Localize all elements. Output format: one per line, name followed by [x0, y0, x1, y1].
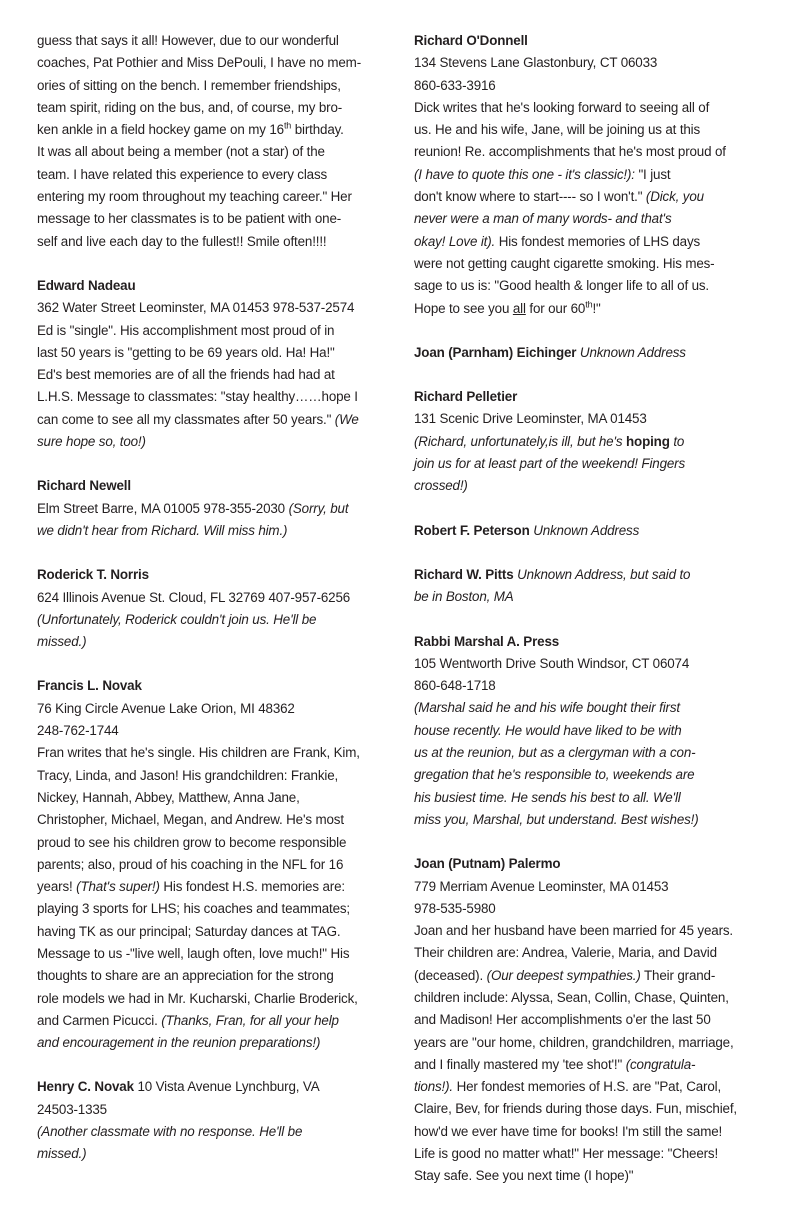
classmate-name: Joan (Parnham) Eichinger: [414, 344, 577, 360]
entry-francis-novak: Francis L. Novak 76 King Circle Avenue Lake Orion, MI 48362 248-762-1744 Fran writes that he's single. His children are Frank, Kim, Tracy, Linda, and Jason! His grandchildren: Frankie, Nickey, Hannah, Abbey, Matthew, Anna Jane, Christopher, Michael, Megan, and Andrew. He's most proud to see his children grow to become responsible parents; also, proud of his coaching in the NFL for 16 years! (That's super!) His fondest H.S. memories are: playing 3 sports for LHS; his coaches and teammates; having TK as our principal; Saturday dances at TAG. Message to us -"live well, laugh often, love much!" His thoughts to share are an appreciation for the strong role models we had in Mr. Kucharski, Charlie Broderick, and Carmen Picucci. (Thanks, Fran, for all your help and encouragement in the reunion preparations!): [37, 675, 382, 1054]
entry-joan-palermo: Joan (Putnam) Palermo 779 Merriam Avenue Leominster, MA 01453 978-535-5980 Joan and her husband have been married for 45 years. Their children are: Andrea, Valerie, Maria, and David (deceased). (Our deepest sympathies.) Their grand- children include: Alyssa, Sean, Collin, Chase, Quinten, and Madison! Her accomplishments o'er the last 50 years are "our home, children, grandchildren, marriage, and I finally mastered my 'tee shot'!" (congratula- tions!). Her fondest memories of H.S. are "Pat, Carol, Claire, Bev, for friends during those days. Fun, mischief, how'd we ever have time for books! I'm still the same! Life is good no matter what!" Her message: "Cheers! Stay safe. See you next time (I hope)": [414, 853, 759, 1187]
entry-joan-eichinger: Joan (Parnham) Eichinger Unknown Address: [414, 344, 686, 360]
continued-entry: guess that says it all! However, due to our wonderful coaches, Pat Pothier and Miss DePouli, I have no mem- ories of sitting on the bench. I remember friendships, team spirit, riding on the bus, and, of course, my bro- ken ankle in a field hockey game on my 16th birthday. It was all about being a member (not a star) of the team. I have related this experience to every class entering my room throughout my teaching career." Her message to her classmates is to be patient with one- self and live each day to the fullest!! Smile often!!!!: [37, 33, 361, 249]
classmate-name: Robert F. Peterson: [414, 522, 530, 538]
left-column: [37, 30, 382, 1166]
right-column: [414, 30, 759, 1188]
classmate-name: Edward Nadeau: [37, 277, 136, 293]
classmate-name: Richard W. Pitts: [414, 566, 514, 582]
classmate-name: Richard Newell: [37, 478, 131, 494]
entry-henry-novak: Henry C. Novak 10 Vista Avenue Lynchburg, VA 24503-1335 (Another classmate with no response. He'll be missed.): [37, 1079, 320, 1162]
classmate-name: Richard Pelletier: [414, 389, 518, 405]
entry-richard-newell: Richard Newell Elm Street Barre, MA 01005 978-355-2030 (Sorry, but we didn't hear from Richard. Will miss him.): [37, 475, 382, 542]
classmate-name: Francis L. Novak: [37, 678, 142, 694]
entry-marshal-press: Rabbi Marshal A. Press 105 Wentworth Drive South Windsor, CT 06074 860-648-1718 (Marshal said he and his wife bought their first house recently. He would have liked to be with us at the reunion, but as a clergyman with a con- gregation that he's responsible to, weekends are his busiest time. He sends his best to all. We'll miss you, Marshal, but understand. Best wishes!): [414, 631, 759, 832]
classmate-name: Richard O'Donnell: [414, 33, 528, 48]
entry-edward-nadeau: Edward Nadeau 362 Water Street Leominster, MA 01453 978-537-2574 Ed is "single". His accomplishment most proud of in last 50 years is "getting to be 69 years old. Ha! Ha!" Ed's best memories are of all the friends had had at L.H.S. Message to classmates: "stay healthy……hope I can come to see all my classmates after 50 years." (We sure hope so, too!): [37, 275, 382, 453]
entry-robert-peterson: Robert F. Peterson Unknown Address: [414, 522, 640, 538]
classmate-name: Joan (Putnam) Palermo: [414, 856, 561, 872]
entry-richard-pitts: Richard W. Pitts Unknown Address, but said to be in Boston, MA: [414, 566, 691, 605]
classmate-name: Rabbi Marshal A. Press: [414, 633, 560, 649]
entry-richard-odonnell: Richard O'Donnell 134 Stevens Lane Glastonbury, CT 06033 860-633-3916 Dick writes that he's looking forward to seeing all of us. He and his wife, Jane, will be joining us at this reunion! Re. accomplishments that he's most proud of (I have to quote this one - it's classic!): "I just don't know where to start---- so I won't." (Dick, you never were a man of many words- and that's okay! Love it). His fondest memories of LHS days were not getting caught cigarette smoking. His mes- sage to us is: "Good health & longer life to all of us. Hope to see you all for our 60th!": [414, 30, 759, 320]
entry-roderick-norris: Roderick T. Norris 624 Illinois Avenue St. Cloud, FL 32769 407-957-6256 (Unfortunately, Roderick couldn't join us. He'll be missed.): [37, 564, 382, 653]
entry-richard-pelletier: Richard Pelletier 131 Scenic Drive Leominster, MA 01453 (Richard, unfortunately,is ill, but he's hoping to join us for at least part of the weekend! Fingers crossed!): [414, 386, 759, 497]
classmate-name: Henry C. Novak: [37, 1079, 134, 1095]
classmate-name: Roderick T. Norris: [37, 567, 149, 583]
